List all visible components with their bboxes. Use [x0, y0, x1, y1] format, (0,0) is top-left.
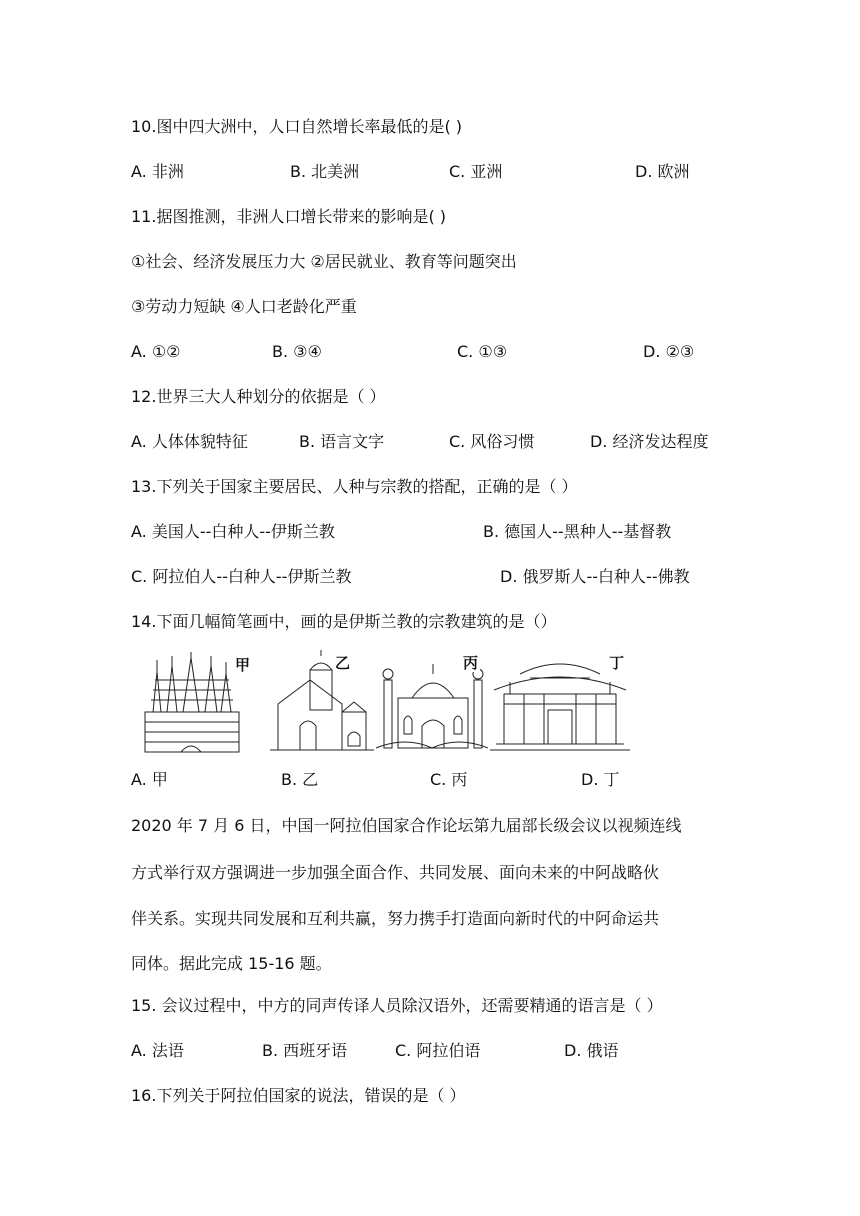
picture-label-ding: 丁	[608, 654, 624, 672]
q16-stem: 16.下列关于阿拉伯国家的说法，错误的是（ ）	[131, 1086, 466, 1105]
q14-options	[0, 769, 860, 791]
q10-option-a: A. 非洲	[131, 162, 184, 181]
q13-option-b: B. 德国人--黑种人--基督教	[483, 522, 672, 541]
q13-stem: 13.下列关于国家主要居民、人种与宗教的搭配，正确的是（ ）	[131, 477, 578, 496]
q11-statement-line-1: ①社会、经济发展压力大 ②居民就业、教育等问题突出	[131, 252, 517, 271]
q12-option-d: D. 经济发达程度	[590, 432, 709, 451]
q14-option-b: B. 乙	[281, 770, 319, 789]
picture-label-yi: 乙	[334, 654, 350, 672]
q10-option-d: D. 欧洲	[635, 162, 690, 181]
picture-bing-mosque	[376, 650, 488, 758]
q13-option-c: C. 阿拉伯人--白种人--伊斯兰教	[131, 567, 352, 586]
q11-options	[0, 341, 860, 363]
picture-jia-pagoda	[131, 650, 254, 758]
q14-stem: 14.下面几幅简笔画中，画的是伊斯兰教的宗教建筑的是（）	[131, 612, 557, 631]
q13-options-row-1	[0, 521, 860, 543]
q15-option-b: B. 西班牙语	[262, 1041, 348, 1060]
passage-line-4: 同体。据此完成 15-16 题。	[131, 954, 332, 973]
q15-option-d: D. 俄语	[564, 1041, 619, 1060]
q14-option-c: C. 丙	[430, 770, 468, 789]
q13-options-row-2	[0, 566, 860, 588]
q15-option-a: A. 法语	[131, 1041, 184, 1060]
q12-option-b: B. 语言文字	[299, 432, 385, 451]
q14-option-d: D. 丁	[581, 770, 620, 789]
q13-option-a: A. 美国人--白种人--伊斯兰教	[131, 522, 335, 541]
q15-options	[0, 1040, 860, 1062]
q11-stem: 11.据图推测，非洲人口增长带来的影响是( )	[131, 207, 447, 226]
church-drawing	[270, 650, 374, 758]
q12-option-c: C. 风俗习惯	[449, 432, 535, 451]
q11-statement-line-2: ③劳动力短缺 ④人口老龄化严重	[131, 297, 357, 316]
q15-stem: 15. 会议过程中，中方的同声传译人员除汉语外，还需要精通的语言是（ ）	[131, 996, 663, 1015]
picture-label-jia: 甲	[234, 656, 250, 674]
q10-option-b: B. 北美洲	[290, 162, 360, 181]
picture-ding-temple	[490, 650, 630, 758]
q12-stem: 12.世界三大人种划分的依据是（ ）	[131, 387, 386, 406]
q10-stem: 10.图中四大洲中，人口自然增长率最低的是( )	[131, 117, 463, 136]
q11-option-c: C. ①③	[457, 342, 508, 361]
q11-option-a: A. ①②	[131, 342, 181, 361]
q10-option-c: C. 亚洲	[449, 162, 503, 181]
q13-option-d: D. 俄罗斯人--白种人--佛教	[500, 567, 690, 586]
picture-label-bing: 丙	[462, 654, 478, 672]
q12-option-a: A. 人体体貌特征	[131, 432, 248, 451]
q10-options	[0, 161, 860, 183]
passage-line-2: 方式举行双方强调进一步加强全面合作、共同发展、面向未来的中阿战略伙	[131, 863, 660, 882]
passage-line-1: 2020 年 7 月 6 日，中国一阿拉伯国家合作论坛第九届部长级会议以视频连线	[131, 816, 682, 835]
q15-option-c: C. 阿拉伯语	[395, 1041, 481, 1060]
q11-option-b: B. ③④	[272, 342, 322, 361]
q11-option-d: D. ②③	[643, 342, 695, 361]
passage-line-3: 伴关系。实现共同发展和互利共赢，努力携手打造面向新时代的中阿命运共	[131, 909, 660, 928]
q14-option-a: A. 甲	[131, 770, 168, 789]
picture-yi-church	[270, 650, 374, 758]
q12-options	[0, 431, 860, 453]
